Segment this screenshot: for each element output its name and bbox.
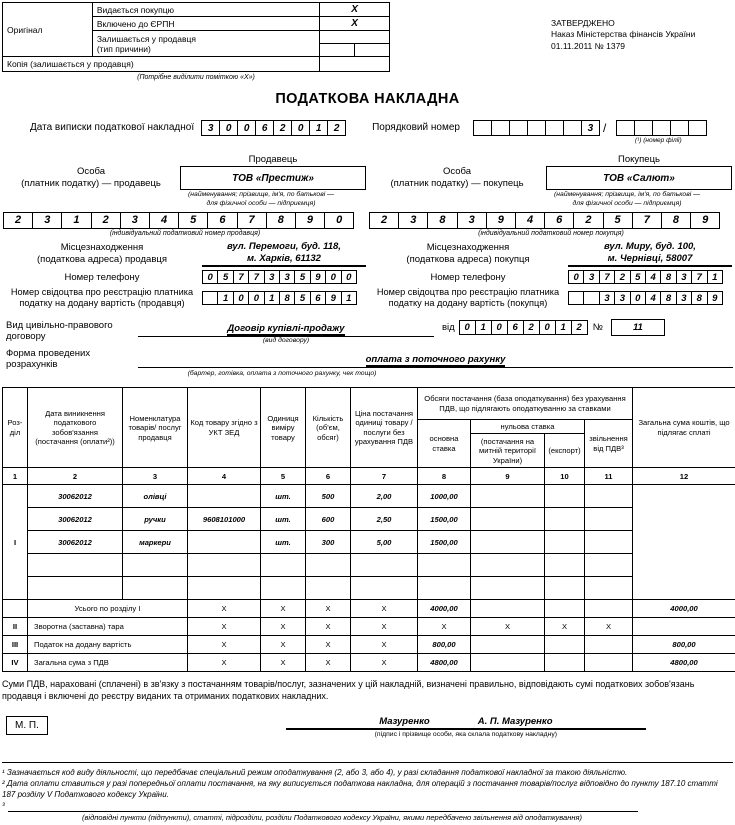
summary-x: X [261,636,306,654]
buyer-address-label: Місцезнаходження (податкова адреса) покупця [406,242,530,266]
seller-phone-digit-box[interactable]: 5 [294,270,310,284]
item-zero-domestic[interactable] [471,485,545,508]
branch-number-boxes [617,120,707,136]
summary-x: X [306,654,351,672]
summary-total-value[interactable]: 800,00 [633,636,735,654]
item-zero-domestic[interactable] [471,577,545,600]
column-number: 6 [306,468,351,485]
signature-fullname: А. П. Мазуренко [477,715,553,727]
seller-tax-number-digit-box[interactable]: 9 [295,212,325,229]
summary-total-value[interactable]: 4800,00 [633,654,735,672]
signature-line[interactable] [286,716,646,730]
serial-number-digit-box[interactable]: 3 [581,120,600,136]
column-number: 9 [471,468,545,485]
column-number: 2 [28,468,123,485]
summary-zero-export[interactable] [545,600,585,618]
buyer-vat-cert-digit-box[interactable]: 4 [645,291,661,305]
item-base[interactable]: 1500,00 [418,531,471,554]
invoice-items-table [2,387,735,672]
serial-number-boxes [474,120,600,136]
buyer-tax-number-note: (індивідуальний податковий номер покупця) [478,229,624,237]
seller-phone-digit-box[interactable]: 0 [325,270,341,284]
item-price[interactable] [351,554,418,577]
serial-number-digit-box[interactable] [563,120,582,136]
header-code-col: Код товару згідно з УКТ ЗЕД [188,388,261,468]
seller-vat-cert-digit-box[interactable]: 1 [341,291,357,305]
seller-person-label: Особа (платник податку) — продавець [21,166,161,189]
buyer-tax-number-digit-box[interactable]: 9 [486,212,516,229]
buyer-tax-number-digit-box[interactable]: 5 [603,212,633,229]
buyer-vat-cert-boxes [569,291,723,305]
seller-tax-number-digit-box[interactable]: 2 [91,212,121,229]
item-date[interactable]: 30062012 [28,508,123,531]
seller-phone-digit-box[interactable]: 0 [202,270,218,284]
summary-section: III [3,636,28,654]
summary-exempt[interactable] [585,600,633,618]
header-nomenclature-col: Номенклатура товарів/ послуг продавця [123,388,188,468]
summary-x: X [188,654,261,672]
summary-zero-export[interactable] [545,654,585,672]
seller-phone-digit-box[interactable]: 3 [264,270,280,284]
buyer-phone-digit-box[interactable]: 7 [691,270,707,284]
buyer-title: Покупець [618,154,660,165]
header-date-col: Дата виникнення податкового зобов'язання (постачання (оплати²)) [28,388,123,468]
summary-section: II [3,618,28,636]
contract-date-digit-box[interactable]: 1 [555,320,572,335]
item-unit[interactable] [261,554,306,577]
item-price[interactable] [351,577,418,600]
item-exempt[interactable] [585,508,633,531]
buyer-tax-number-digit-box[interactable]: 2 [573,212,603,229]
seller-tax-number-digit-box[interactable]: 4 [149,212,179,229]
buyer-phone-digit-box[interactable]: 3 [676,270,692,284]
summary-x: X [261,618,306,636]
contract-type-note: (вид договору) [262,337,310,345]
item-code[interactable]: 9608101000 [188,508,261,531]
footnote-3-note: (відповідні пункти (підпункти), статті, підрозділи, розділи Податкового кодексу України, якими передбачено звільнення від оподаткування) [82,812,582,822]
item-name[interactable] [123,554,188,577]
buyer-name-note: (найменування; прізвище, ім'я, по батькові — для фізичної особи — підприємця) [554,191,700,207]
item-name[interactable]: ручки [123,508,188,531]
summary-x: X [585,618,633,636]
column-number: 12 [633,468,735,485]
issue-date-digit-box[interactable]: 3 [201,120,220,136]
seller-tax-number-digit-box[interactable]: 5 [178,212,208,229]
seller-phone-boxes [203,270,357,284]
summary-x: X [188,600,261,618]
header-main-rate-col: основна ставка [418,420,471,468]
branch-number-group [609,120,707,144]
buyer-section [368,154,734,309]
seller-vat-cert-digit-box[interactable]: 8 [279,291,295,305]
seller-tax-number-digit-box[interactable]: 1 [61,212,91,229]
branch-number-digit-box[interactable] [670,120,689,136]
buyer-vat-cert-digit-box[interactable]: 0 [630,291,646,305]
item-quantity[interactable] [306,577,351,600]
item-price[interactable]: 2,50 [351,508,418,531]
buyer-phone-digit-box[interactable]: 4 [645,270,661,284]
column-number: 5 [261,468,306,485]
item-unit[interactable]: шт. [261,531,306,554]
signature-block [286,716,646,738]
contract-date-digit-box[interactable]: 2 [523,320,540,335]
summary-zero-export[interactable] [545,636,585,654]
summary-x: X [351,618,418,636]
payment-form-field[interactable]: оплата з поточного рахунку [365,354,506,366]
top-header [2,2,733,81]
item-price[interactable]: 2,00 [351,485,418,508]
buyer-vat-cert-digit-box[interactable] [568,291,584,305]
issue-date-digit-box[interactable]: 0 [219,120,238,136]
signature-name: Мазуренко [379,715,430,727]
item-exempt[interactable] [585,531,633,554]
summary-zero-domestic[interactable] [471,636,545,654]
buyer-phone-digit-box[interactable]: 3 [583,270,599,284]
buyer-tax-number-digit-box[interactable]: 6 [544,212,574,229]
seller-tax-number-digit-box[interactable]: 8 [266,212,296,229]
included-erpn-label: Включено до ЄРПН [92,17,319,31]
payment-form-note: (бартер, готівка, оплата з поточного рахунку, чек тощо) [187,370,377,378]
invoice-meta-row [2,120,733,144]
buyer-tax-number-digit-box[interactable]: 7 [632,212,662,229]
seller-name-field[interactable]: ТОВ «Престиж» [180,166,366,190]
item-zero-export[interactable] [545,508,585,531]
issue-date-digit-box[interactable]: 1 [309,120,328,136]
header-quantity-col: Кількість (об'єм, обсяг) [306,388,351,468]
header-zero-rate-group: нульова ставка [471,420,585,434]
item-exempt[interactable] [585,577,633,600]
copy-mark[interactable] [320,57,390,72]
summary-x: X [306,600,351,618]
summary-total-value[interactable] [633,618,735,636]
item-unit[interactable]: шт. [261,485,306,508]
contract-date-boxes [460,320,588,335]
copies-table [2,2,390,72]
approved-block [551,18,733,52]
summary-section: IV [3,654,28,672]
item-price[interactable]: 5,00 [351,531,418,554]
item-quantity[interactable]: 300 [306,531,351,554]
serial-number-digit-box[interactable] [545,120,564,136]
seller-phone-digit-box[interactable]: 0 [341,270,357,284]
branch-number-digit-box[interactable] [688,120,707,136]
buyer-person-label: Особа (платник податку) — покупець [390,166,524,189]
contract-type-label: Вид цивільно-правового договору [6,320,113,343]
contract-number-field[interactable]: 11 [611,319,665,336]
header-volumes-group: Обсяги постачання (база оподаткування) без урахування ПДВ, що підлягають оподаткуванню за ставками [418,388,633,420]
serial-number-digit-box[interactable] [473,120,492,136]
summary-x: X [306,636,351,654]
item-date[interactable]: 30062012 [28,531,123,554]
summary-x: X [188,636,261,654]
column-number: 1 [3,468,28,485]
buyer-vat-cert-digit-box[interactable]: 3 [599,291,615,305]
serial-slash: / [602,121,607,135]
vat-declaration-text: Суми ПДВ, нараховані (сплачені) в зв'язку з постачанням товарів/послуг, зазначених у цій накладній, визначені правильно, відповідають сумі податкових зобов'язань продавця і включені до реєстру виданих та отриманих податкових накладних. [2,679,695,702]
item-code[interactable] [188,577,261,600]
item-base[interactable] [418,577,471,600]
buyer-vat-cert-digit-box[interactable]: 9 [707,291,723,305]
summary-zero-domestic[interactable] [471,654,545,672]
seller-vat-cert-digit-box[interactable]: 6 [310,291,326,305]
approved-line2: Наказ Міністерства фінансів України [551,29,696,40]
remains-with-seller-label: Залишається у продавця (тип причини) [92,31,319,57]
seller-tax-number-digit-box[interactable]: 3 [32,212,62,229]
summary-label-total-with-vat: Загальна сума з ПДВ [28,654,188,672]
parties-section [2,154,733,309]
seller-address-label: Місцезнаходження (податкова адреса) продавця [37,242,167,266]
seller-tax-number-digit-box[interactable]: 2 [3,212,33,229]
buyer-phone-digit-box[interactable]: 0 [568,270,584,284]
contract-number-sign: № [592,322,603,334]
section-1-label: I [3,485,28,600]
issued-to-buyer-label: Видається покупцю [92,3,319,17]
seller-phone-digit-box[interactable]: 5 [217,270,233,284]
header-unit-col: Одиниця виміру товару [261,388,306,468]
summary-x: X [351,600,418,618]
column-number: 3 [123,468,188,485]
seller-tax-number-digit-box[interactable]: 3 [120,212,150,229]
approved-line1: ЗАТВЕРДЖЕНО [551,18,615,28]
issue-date-digit-box[interactable]: 6 [255,120,274,136]
footnotes-section [2,762,733,823]
item-zero-domestic[interactable] [471,531,545,554]
seller-vat-cert-digit-box[interactable]: 5 [294,291,310,305]
item-date[interactable] [28,577,123,600]
serial-number-label: Порядковий номер [372,122,460,133]
footnote-3 [2,800,733,811]
branch-number-digit-box[interactable] [652,120,671,136]
seller-address-field[interactable]: вул. Перемоги, буд. 118, м. Харків, 61132 [202,241,366,268]
summary-x: X [351,654,418,672]
item-code[interactable] [188,531,261,554]
column-number: 7 [351,468,418,485]
item-quantity[interactable]: 600 [306,508,351,531]
buyer-vat-cert-digit-box[interactable]: 3 [676,291,692,305]
buyer-vat-cert-digit-box[interactable]: 3 [614,291,630,305]
issue-date-digit-box[interactable]: 0 [237,120,256,136]
included-erpn-mark[interactable]: X [320,17,390,31]
buyer-phone-boxes [569,270,723,284]
summary-section [3,600,28,618]
seller-vat-cert-boxes [203,291,357,305]
item-base[interactable]: 1000,00 [418,485,471,508]
item-quantity[interactable] [306,554,351,577]
seller-tax-number-digit-box[interactable]: 7 [237,212,267,229]
seller-phone-digit-box[interactable]: 7 [233,270,249,284]
buyer-phone-label: Номер телефону [430,271,506,283]
buyer-vat-cert-label: Номер свідоцтва про реєстрацію платника податку на додану вартість (покупця) [376,287,560,309]
summary-x: X [306,618,351,636]
footnote-2: ² Дата оплати ставиться у разі попередньої оплати постачання, на яку виписується податкова накладна, для операцій з постачання товарів/послуг відповідно до пункту 187.10 статті 187 розділу V Податкового кодексу України. [2,779,718,800]
buyer-tax-number-digit-box[interactable]: 8 [661,212,691,229]
seller-tax-number-digit-box[interactable]: 6 [207,212,237,229]
contract-section [2,318,733,377]
item-zero-export[interactable] [545,554,585,577]
item-date[interactable]: 30062012 [28,485,123,508]
item-zero-export[interactable] [545,485,585,508]
branch-number-digit-box[interactable] [634,120,653,136]
contract-date-digit-box[interactable]: 2 [571,320,588,335]
seller-vat-cert-digit-box[interactable]: 1 [217,291,233,305]
serial-number-digit-box[interactable] [527,120,546,136]
issue-date-digit-box[interactable]: 2 [327,120,346,136]
document-title: ПОДАТКОВА НАКЛАДНА [275,91,460,107]
contract-date-digit-box[interactable]: 1 [475,320,492,335]
buyer-tax-number-boxes [370,212,734,229]
summary-x: X [418,618,471,636]
seller-vat-cert-digit-box[interactable] [202,291,218,305]
buyer-name-field[interactable]: ТОВ «Салют» [546,166,732,190]
buyer-phone-digit-box[interactable]: 1 [707,270,723,284]
approved-line3: 01.11.2011 № 1379 [551,40,626,51]
header-zero-domestic-col: (постачання на митній території України) [471,434,545,468]
footnote-1: ¹ Зазначається код виду діяльності, що передбачає спеціальний режим оподаткування (2, або 3, або 4), у разі складання податкової накладної за такою діяльністю. [2,767,628,777]
summary-x: X [471,618,545,636]
buyer-address-field[interactable]: вул. Миру, буд. 100, м. Чернівці, 58007 [568,241,732,268]
stamp-placeholder: М. П. [6,716,48,735]
item-quantity[interactable]: 500 [306,485,351,508]
summary-x: X [261,654,306,672]
contract-date-digit-box[interactable]: 6 [507,320,524,335]
item-zero-export[interactable] [545,577,585,600]
reason-type-cell-1[interactable] [320,44,355,57]
seller-title: Продавець [248,154,298,165]
item-code[interactable] [188,554,261,577]
buyer-phone-digit-box[interactable]: 5 [630,270,646,284]
copies-block [2,2,390,81]
branch-number-digit-box[interactable] [616,120,635,136]
buyer-tax-number-digit-box[interactable]: 2 [369,212,399,229]
branch-number-note: (¹) (номер філії) [634,137,682,144]
payment-form-label: Форма проведених розрахунків [6,348,91,371]
item-base[interactable] [418,554,471,577]
seller-name-note: (найменування; прізвище, ім'я, по батькові — для фізичної особи — підприємця) [188,191,334,207]
seller-tax-number-note: (індивідуальний податковий номер продавця) [109,229,261,237]
serial-number-digit-box[interactable] [491,120,510,136]
buyer-vat-cert-digit-box[interactable] [583,291,599,305]
signature-section [2,716,733,738]
seller-tax-number-boxes [4,212,368,229]
summary-label-returnable-packaging: Зворотна (заставна) тара [28,618,188,636]
buyer-tax-number-digit-box[interactable]: 3 [457,212,487,229]
buyer-tax-number-digit-box[interactable]: 4 [515,212,545,229]
buyer-tax-number-digit-box[interactable]: 3 [398,212,428,229]
buyer-vat-cert-digit-box[interactable]: 8 [660,291,676,305]
summary-label-vat: Податок на додану вартість [28,636,188,654]
buyer-tax-number-digit-box[interactable]: 9 [690,212,720,229]
column-number: 8 [418,468,471,485]
buyer-phone-digit-box[interactable]: 8 [660,270,676,284]
item-exempt[interactable] [585,485,633,508]
issue-date-digit-box[interactable]: 2 [273,120,292,136]
column-number: 10 [545,468,585,485]
seller-vat-cert-digit-box[interactable]: 9 [325,291,341,305]
header-exempt-col: звільнення від ПДВ³ [585,420,633,468]
contract-date-digit-box[interactable]: 0 [459,320,476,335]
item-zero-export[interactable] [545,531,585,554]
contract-from-label: від [442,322,455,334]
contract-date-digit-box[interactable]: 0 [491,320,508,335]
serial-number-group [372,120,707,144]
summary-exempt[interactable] [585,654,633,672]
seller-phone-label: Номер телефону [64,271,140,283]
summary-total-value[interactable]: 4000,00 [633,600,735,618]
footnote-3-marker: ³ [2,801,5,811]
item-date[interactable] [28,554,123,577]
column-number: 11 [585,468,633,485]
summary-exempt[interactable] [585,636,633,654]
issue-date-boxes [202,120,346,136]
item-unit[interactable] [261,577,306,600]
reason-type-cell-2[interactable] [355,44,390,57]
summary-label-total-section1: Усього по розділу I [28,600,188,618]
contract-type-field[interactable]: Договір купівлі-продажу [227,323,345,335]
section-1-total-cell[interactable] [633,485,735,600]
summary-base-value[interactable]: 4000,00 [418,600,471,618]
summary-base-value[interactable]: 4800,00 [418,654,471,672]
buyer-vat-cert-digit-box[interactable]: 8 [691,291,707,305]
summary-x: X [261,600,306,618]
original-label: Оригінал [3,3,93,57]
item-code[interactable] [188,485,261,508]
item-unit[interactable]: шт. [261,508,306,531]
seller-tax-number-digit-box[interactable]: 0 [324,212,354,229]
footnote-3-blank-line[interactable] [8,802,638,812]
header-section-col: Роз-діл [3,388,28,468]
seller-phone-digit-box[interactable]: 7 [248,270,264,284]
buyer-phone-digit-box[interactable]: 7 [599,270,615,284]
copy-label: Копія (залишається у продавця) [3,57,320,72]
copies-note: (Потрібне виділити поміткою «Х») [137,74,255,81]
seller-phone-digit-box[interactable]: 3 [279,270,295,284]
signature-note: (підпис і прізвище особи, яка склала податкову накладну) [374,730,558,738]
summary-x: X [188,618,261,636]
seller-vat-cert-digit-box[interactable]: 0 [233,291,249,305]
contract-date-digit-box[interactable]: 0 [539,320,556,335]
column-number: 4 [188,468,261,485]
header-total-col: Загальна сума коштів, що підлягає сплаті [633,388,735,468]
summary-zero-domestic[interactable] [471,600,545,618]
buyer-phone-digit-box[interactable]: 2 [614,270,630,284]
serial-number-digit-box[interactable] [509,120,528,136]
seller-section [2,154,368,309]
remains-with-seller-mark[interactable] [320,31,390,44]
item-name[interactable]: олівці [123,485,188,508]
seller-phone-digit-box[interactable]: 9 [310,270,326,284]
item-name[interactable]: маркери [123,531,188,554]
summary-base-value[interactable]: 800,00 [418,636,471,654]
item-zero-domestic[interactable] [471,508,545,531]
buyer-tax-number-digit-box[interactable]: 8 [427,212,457,229]
seller-vat-cert-digit-box[interactable]: 1 [264,291,280,305]
seller-vat-cert-label: Номер свідоцтва про реєстрацію платника податку на додану вартість (продавця) [10,287,194,309]
header-zero-export-col: (експорт) [545,434,585,468]
issue-date-label: Дата виписки податкової накладної [30,122,195,133]
summary-x: X [351,636,418,654]
item-name[interactable] [123,577,188,600]
item-exempt[interactable] [585,554,633,577]
issued-to-buyer-mark[interactable]: X [320,3,390,17]
header-price-col: Ціна постачання одиниці товару / послуги без урахування ПДВ [351,388,418,468]
seller-vat-cert-digit-box[interactable]: 0 [248,291,264,305]
item-zero-domestic[interactable] [471,554,545,577]
summary-x: X [545,618,585,636]
issue-date-digit-box[interactable]: 0 [291,120,310,136]
item-base[interactable]: 1500,00 [418,508,471,531]
